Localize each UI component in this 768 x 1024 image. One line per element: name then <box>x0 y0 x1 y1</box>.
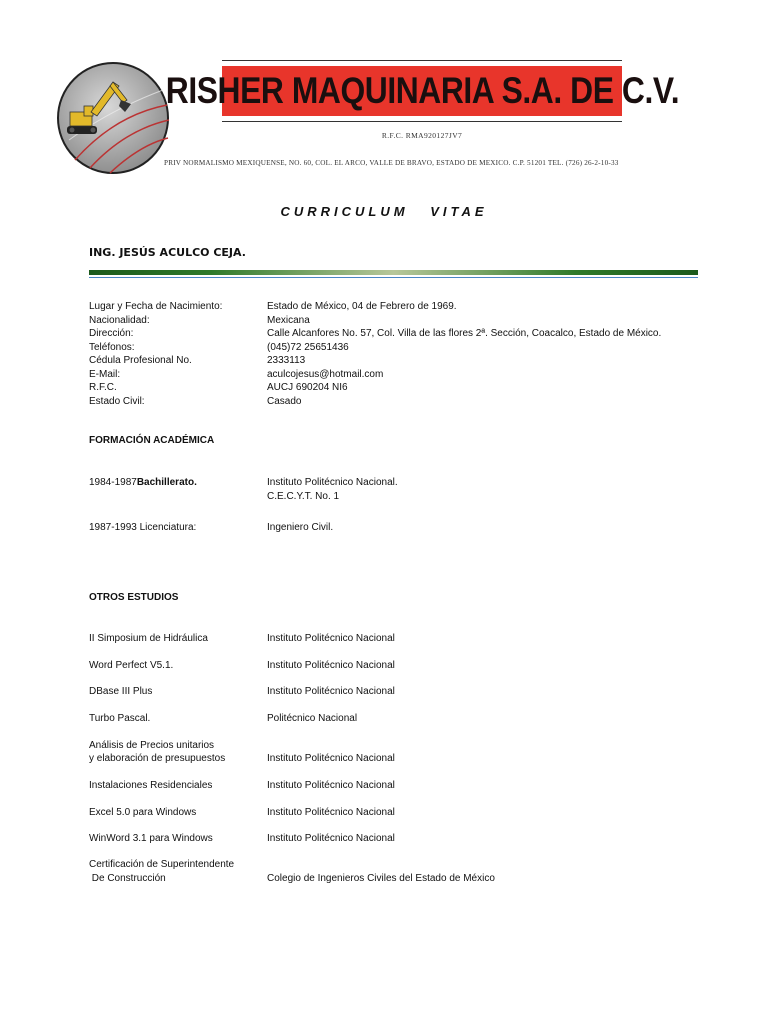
personal-value-phones: (045)72 25651436 <box>267 341 349 353</box>
otros-course: Turbo Pascal. <box>89 713 151 724</box>
person-name: ING. JESÚS ACULCO CEJA. <box>89 246 246 259</box>
excavator-logo-icon <box>55 60 171 176</box>
otros-institution: Politécnico Nacional <box>267 713 358 724</box>
green-divider <box>89 270 698 275</box>
personal-value-nationality: Mexicana <box>267 314 310 326</box>
personal-label-phones: Teléfonos: <box>89 341 135 353</box>
company-name: RISHER MAQUINARIA S.A. DE C.V. <box>165 70 679 111</box>
otros-course: Certificación de Superintendente <box>89 859 235 870</box>
personal-label-license: Cédula Profesional No. <box>89 355 192 366</box>
otros-institution: Instituto Politécnico Nacional <box>267 780 395 791</box>
otros-course-line2: De Construcción <box>89 873 166 884</box>
formacion-institution-detail: C.E.C.Y.T. No. 1 <box>267 490 340 502</box>
personal-label-civil-status: Estado Civil: <box>89 395 145 407</box>
formacion-years: 1984-1987 <box>89 477 137 488</box>
formacion-degree: Bachillerato. <box>136 477 197 488</box>
otros-course: Word Perfect V5.1. <box>89 660 174 671</box>
company-banner <box>165 66 679 116</box>
otros-institution: Instituto Politécnico Nacional <box>267 753 395 764</box>
formacion-row-bachillerato <box>89 476 197 489</box>
formacion-value-licenciatura: Ingeniero Civil. <box>267 522 334 533</box>
personal-label-rfc: R.F.C. <box>89 382 117 393</box>
company-address: PRIV NORMALISMO MEXIQUENSE, NO. 60, COL. EL ARCO, VALLE DE BRAVO, ESTADO DE MEXICO. C.P. 51201 TEL. (726) 26-2-10-33 <box>164 159 619 167</box>
otros-institution: Instituto Politécnico Nacional <box>267 633 395 644</box>
otros-course: Excel 5.0 para Windows <box>89 807 197 818</box>
otros-course: WinWord 3.1 para Windows <box>89 833 213 844</box>
otros-institution: Instituto Politécnico Nacional <box>267 660 395 671</box>
otros-institution: Instituto Politécnico Nacional <box>267 833 395 844</box>
document-title: CURRICULUM VITAE <box>280 204 488 219</box>
otros-course: DBase III Plus <box>89 686 153 697</box>
personal-label-address: Dirección: <box>89 328 134 339</box>
personal-value-license: 2333113 <box>267 355 306 366</box>
personal-value-email: aculcojesus@hotmail.com <box>267 368 384 380</box>
otros-institution: Instituto Politécnico Nacional <box>267 686 395 697</box>
otros-course: Análisis de Precios unitarios <box>89 740 215 751</box>
otros-institution: Colegio de Ingenieros Civiles del Estado de México <box>267 873 495 884</box>
blue-divider <box>89 277 698 278</box>
section-title-formacion: FORMACIÓN ACADÉMICA <box>89 435 215 446</box>
personal-value-address: Calle Alcanfores No. 57, Col. Villa de las flores 2ª. Sección, Coacalco, Estado de México. <box>267 328 662 339</box>
otros-course: Instalaciones Residenciales <box>89 780 213 791</box>
personal-value-rfc: AUCJ 690204 NI6 <box>267 382 348 393</box>
formacion-institution: Instituto Politécnico Nacional. <box>267 477 398 488</box>
section-title-otros: OTROS ESTUDIOS <box>89 592 179 603</box>
formacion-label-licenciatura: 1987-1993 Licenciatura: <box>89 522 197 533</box>
otros-course-line2: y elaboración de presupuestos <box>89 753 226 764</box>
personal-label-birth: Lugar y Fecha de Nacimiento: <box>89 301 223 312</box>
personal-label-email: E-Mail: <box>89 368 121 380</box>
personal-label-nationality: Nacionalidad: <box>89 314 150 326</box>
personal-value-birth: Estado de México, 04 de Febrero de 1969. <box>267 301 457 312</box>
banner-top-rule <box>222 60 622 61</box>
company-rfc: R.F.C. RMA920127JV7 <box>381 131 463 140</box>
otros-course: II Simposium de Hidráulica <box>89 633 208 644</box>
banner-bottom-rule <box>222 121 622 122</box>
personal-value-civil-status: Casado <box>267 395 302 407</box>
otros-institution: Instituto Politécnico Nacional <box>267 807 395 818</box>
